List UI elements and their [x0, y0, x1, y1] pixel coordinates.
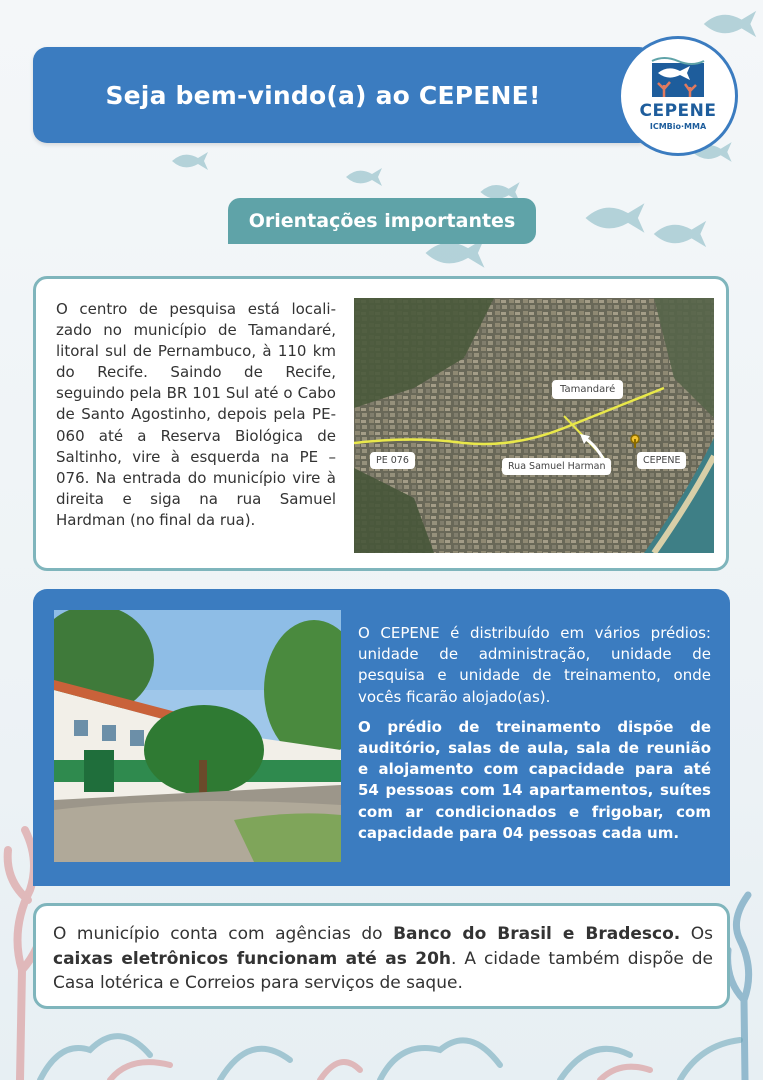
map-label-cepene: CEPENE [637, 452, 686, 469]
fish-decoration-icon [650, 218, 710, 250]
logo-subtitle: ICMBio·MMA [649, 122, 707, 131]
location-map [354, 298, 714, 553]
map-label-pe076: PE 076 [370, 452, 415, 469]
banking-text [53, 922, 713, 996]
banking-banks: Banco do Brasil e Bradesco. [393, 924, 681, 944]
buildings-text [358, 623, 711, 853]
fish-coral-logo-icon [650, 53, 706, 99]
header-banner [33, 47, 653, 143]
banking-atm-hours: caixas eletrônicos funcionam até as 20h [53, 948, 452, 969]
buildings-training-info: O prédio de treinamento dispõe de auditório, salas de aula, sala de reunião e alojamento com capacidade para até 54 pessoas com 14 apartamentos, suítes com ar condicionados e frigobar, com capacidade para 04 pessoas cada um. [358, 717, 711, 842]
map-label-rua: Rua Samuel Harman [502, 458, 611, 475]
banking-text-1: O município conta com agências do [53, 924, 394, 944]
building-photo [54, 610, 341, 862]
building-photo-image [54, 610, 341, 862]
section-title: Orientações importantes [228, 198, 536, 244]
buildings-card [33, 589, 730, 886]
banking-text-2: Os [680, 924, 713, 944]
location-text: O centro de pesquisa está locali-zado no município de Tamandaré, litoral sul de Pernambuco, à 110 km do Recife. Saindo de Recife, seguindo pela BR 101 Sul até o Cabo de Santo Agostinho, depois pela PE-060 até a Reserva Biológica de Saltinho, vire à esquerda na PE – 076. Na entrada do município vire à direita e siga na rua Samuel Hardman (no final da rua). [56, 300, 336, 529]
coral-decoration-icon [0, 1010, 763, 1080]
satellite-map-image [354, 298, 714, 553]
fish-decoration-icon [342, 166, 386, 188]
location-card [33, 276, 729, 571]
cepene-logo [618, 36, 738, 156]
buildings-intro: O CEPENE é distribuído em vários prédios: unidade de administração, unidade de pesquisa e unidade de treinamento, onde vocês ficarão alojado(as). [358, 624, 711, 706]
page-title: Seja bem-vindo(a) ao CEPENE! [105, 80, 541, 110]
logo-name: CEPENE [639, 101, 717, 121]
fish-decoration-icon [580, 200, 650, 236]
banking-text-3: . A cidade também dispõe de Casa lotérica e Correios para serviços de saque. [53, 948, 714, 993]
map-label-tamandare: Tamandaré [552, 380, 623, 399]
banking-card [33, 903, 730, 1009]
fish-decoration-icon [170, 150, 210, 172]
fish-decoration-icon [700, 8, 760, 40]
